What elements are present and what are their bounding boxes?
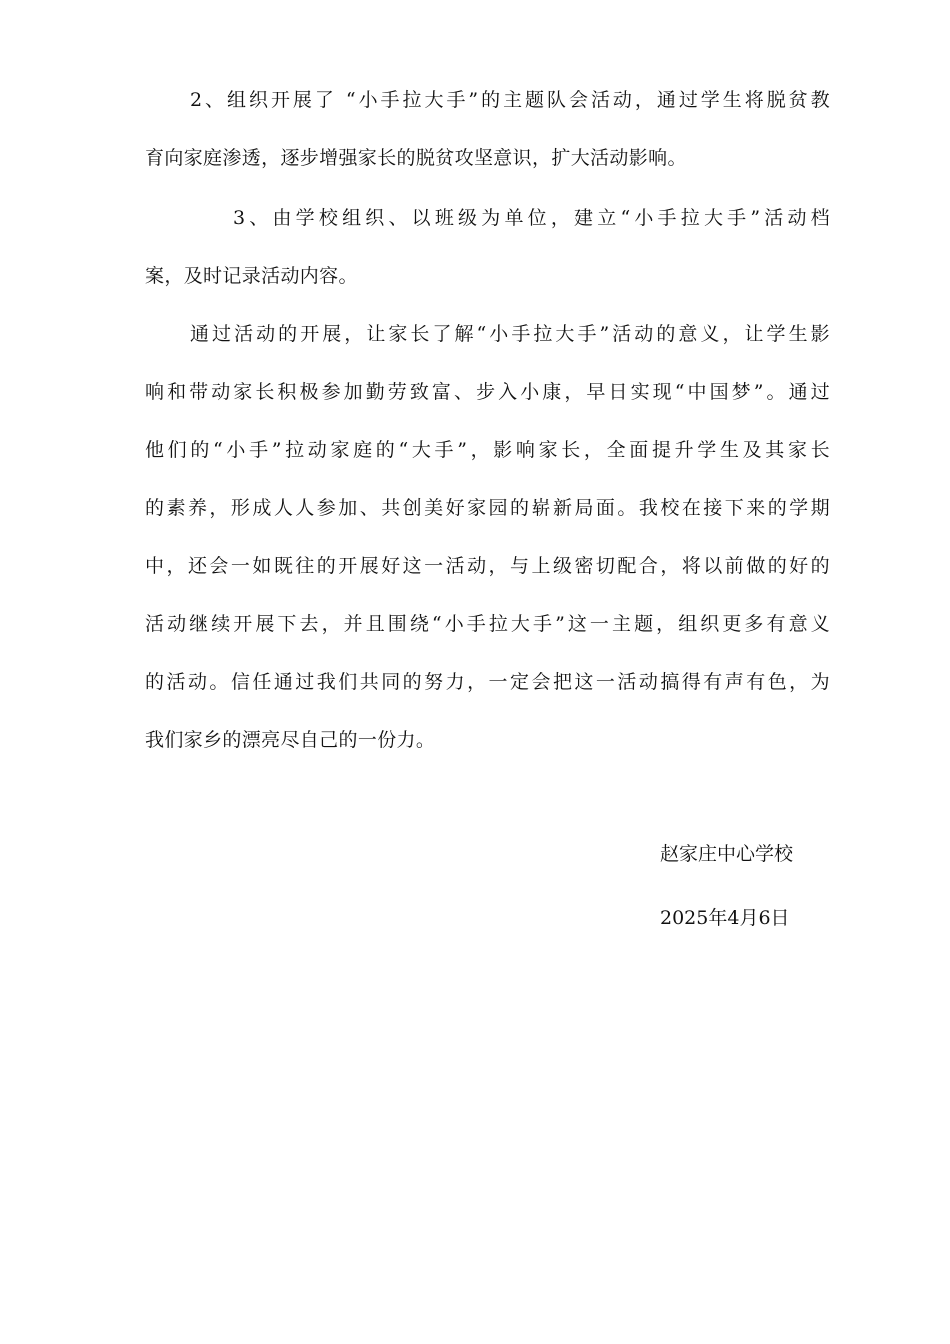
paragraph-1-line-2: 育向家庭渗透，逐步增强家长的脱贫攻坚意识，扩大活动影响。 [145,147,687,169]
paragraph-3-line-8: 我们家乡的漂亮尽自己的一份力。 [145,729,436,751]
paragraph-3-line-3: 他们的“小手”拉动家庭的“大手”，影响家长，全面提升学生及其家长 [145,439,830,461]
paragraph-1-line-1: 2、组织开展了 “小手拉大手”的主题队会活动，通过学生将脱贫教 [190,89,830,111]
paragraph-2-line-2: 案，及时记录活动内容。 [145,265,358,287]
paragraph-3-line-5: 中，还会一如既往的开展好这一活动，与上级密切配合，将以前做的好的 [145,555,830,577]
paragraph-3-line-2: 响和带动家长积极参加勤劳致富、步入小康，早日实现“中国梦”。通过 [145,381,830,403]
paragraph-3-line-1: 通过活动的开展，让家长了解“小手拉大手”活动的意义，让学生影 [190,323,830,345]
paragraph-3-line-4: 的素养，形成人人参加、共创美好家园的崭新局面。我校在接下来的学期 [145,497,830,519]
signature-organization: 赵家庄中心学校 [660,843,794,865]
signature-date: 2025年4月6日 [660,907,790,929]
paragraph-3-line-6: 活动继续开展下去，并且围绕“小手拉大手”这一主题，组织更多有意义 [145,613,830,635]
paragraph-2-line-1: 3、由学校组织、以班级为单位，建立“小手拉大手”活动档 [233,207,830,229]
paragraph-3-line-7: 的活动。信任通过我们共同的努力，一定会把这一活动搞得有声有色，为 [145,671,830,693]
